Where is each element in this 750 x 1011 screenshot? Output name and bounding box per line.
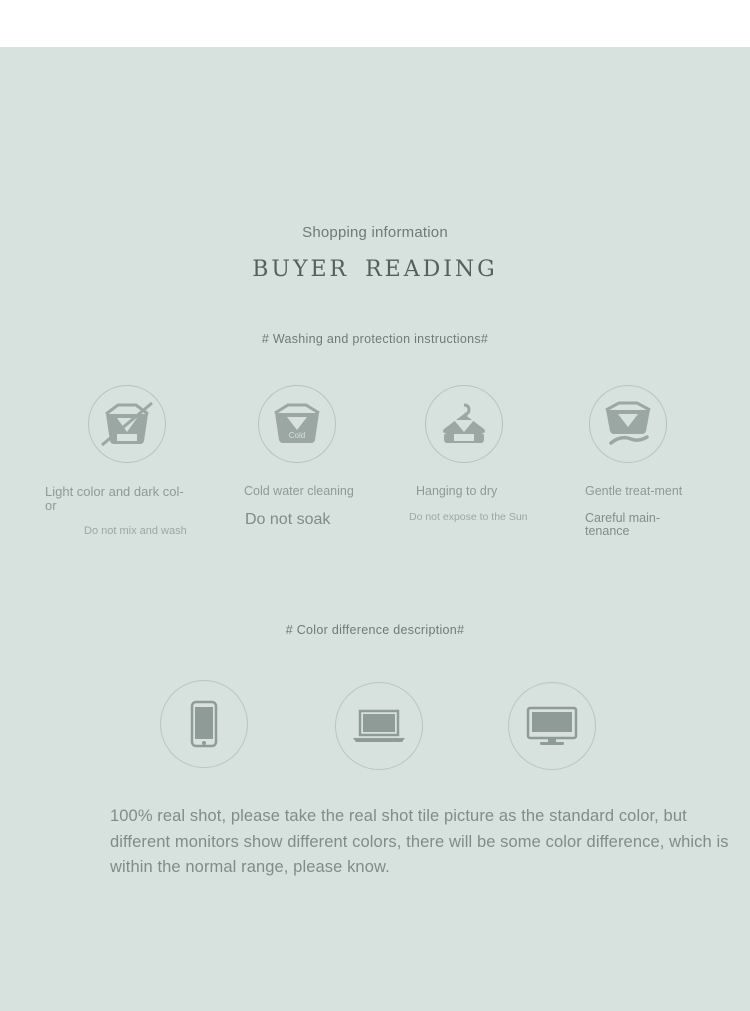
buyer-word: BUYER xyxy=(252,257,350,282)
cold-wash-icon xyxy=(258,385,336,463)
washing-item-gentle xyxy=(543,385,713,538)
washing-item-label: Light color and dark col-or xyxy=(45,484,184,513)
washing-item-no-mix xyxy=(42,385,212,538)
hand-wash-icon xyxy=(589,385,667,463)
washing-icon-row xyxy=(0,377,750,577)
reading-word: READING xyxy=(365,257,498,282)
washing-item-label: Gentle treat-ment xyxy=(585,484,683,498)
svg-text:Cold: Cold xyxy=(288,431,306,440)
monitor-icon xyxy=(508,682,596,770)
color-disclaimer-text: 100% real shot, please take the real shot tile picture as the standard color, but different monitors show different colors, there will be some color difference, which is within the normal range, please know. xyxy=(110,807,729,877)
washing-item-sub: Careful main-tenance xyxy=(585,511,661,539)
heading-spacer xyxy=(349,257,365,282)
washing-item-hang-dry xyxy=(379,385,549,523)
shopping-information-heading: Shopping information xyxy=(302,224,448,241)
washing-item-label: Hanging to dry xyxy=(416,484,498,498)
washing-item-label: Cold water cleaning xyxy=(244,484,354,498)
device-item-laptop xyxy=(335,682,423,770)
washing-item-sub: Do not soak xyxy=(245,511,331,529)
washing-item-cold-water xyxy=(212,385,382,529)
washing-item-sub: Do not expose to the Sun xyxy=(409,511,528,524)
hang-dry-icon xyxy=(425,385,503,463)
device-item-monitor xyxy=(508,682,596,770)
top-white-band xyxy=(0,0,750,47)
washing-item-sub: Do not mix and wash xyxy=(84,525,187,538)
smartphone-icon xyxy=(160,680,248,768)
color-section-title: # Color difference description# xyxy=(285,623,465,637)
device-item-phone xyxy=(160,680,248,768)
no-bleach-icon xyxy=(88,385,166,463)
info-panel xyxy=(0,47,750,1011)
buyer-reading-heading xyxy=(0,257,750,282)
device-icon-row xyxy=(0,667,750,797)
laptop-icon xyxy=(335,682,423,770)
washing-section-title: # Washing and protection instructions# xyxy=(261,332,489,346)
